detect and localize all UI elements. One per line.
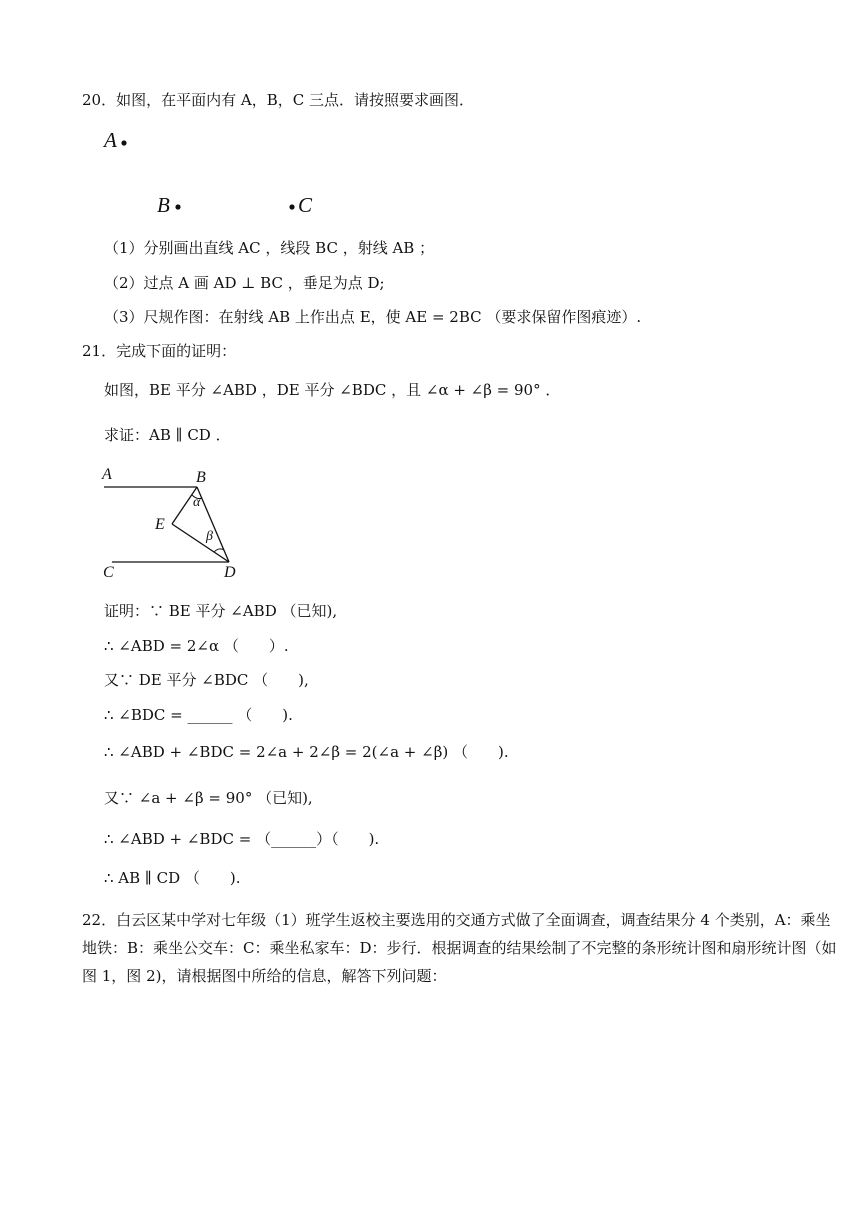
q22-text: 22．白云区某中学对七年级（1）班学生返校主要选用的交通方式做了全面调查，调查结果分 4 个类别，A：乘坐地铁：B：乘坐公交车：C：乘坐私家车：D：步行．根据调查的结果绘制了不完整的条形统计图和扇形统计图（如图 1，图 2)，请根据图中所给的信息，解答下列问题： [82, 911, 837, 985]
q20-step-3: （3）尺规作图：在射线 AB 上作出点 E，使 AE = 2BC （要求保留作图痕迹）. [104, 308, 642, 326]
beta-arc [214, 549, 224, 552]
point-a-label: A [104, 128, 117, 152]
proof-line-3: 又∵ DE 平分 ∠BDC （ ), [104, 671, 309, 689]
q20-title: 20．如图，在平面内有 A，B，C 三点．请按照要求画图． [82, 91, 474, 109]
fig-label-alpha: α [193, 495, 201, 510]
proof-line-7: ∴ ∠ABD + ∠BDC = （______）（ ). [104, 830, 380, 848]
q21-title: 21．完成下面的证明： [82, 342, 237, 360]
fig-label-b: B [196, 469, 206, 486]
proof-line-6: 又∵ ∠a + ∠β = 90° （已知), [104, 789, 313, 807]
fig-label-beta: β [206, 529, 213, 544]
point-c-label: C [298, 193, 313, 217]
proof-line-2: ∴ ∠ABD = 2∠α （ ）. [104, 637, 289, 655]
proof-line-4: ∴ ∠BDC = ______ （ ). [104, 706, 293, 724]
point-b-label: B [157, 193, 170, 217]
fig-label-e: E [155, 516, 165, 533]
q21-prove: 求证：AB ∥ CD ． [104, 426, 231, 444]
fig-label-a: A [102, 466, 112, 483]
proof-line-8: ∴ AB ∥ CD （ ). [104, 869, 241, 887]
q20-step-2: （2）过点 A 画 AD ⊥ BC ，垂足为点 D; [104, 274, 385, 292]
fig-label-d: D [224, 564, 236, 581]
proof-line-5: ∴ ∠ABD + ∠BDC = 2∠a + 2∠β = 2(∠a + ∠β) （ ). [104, 743, 509, 761]
fig-label-c: C [103, 564, 114, 581]
q21-given: 如图，BE 平分 ∠ABD ，DE 平分 ∠BDC ，且 ∠α + ∠β = 90° ． [104, 381, 561, 399]
q20-step-1: （1）分别画出直线 AC ，线段 BC ，射线 AB ； [104, 239, 435, 257]
proof-line-1: 证明：∵ BE 平分 ∠ABD （已知), [104, 602, 338, 620]
